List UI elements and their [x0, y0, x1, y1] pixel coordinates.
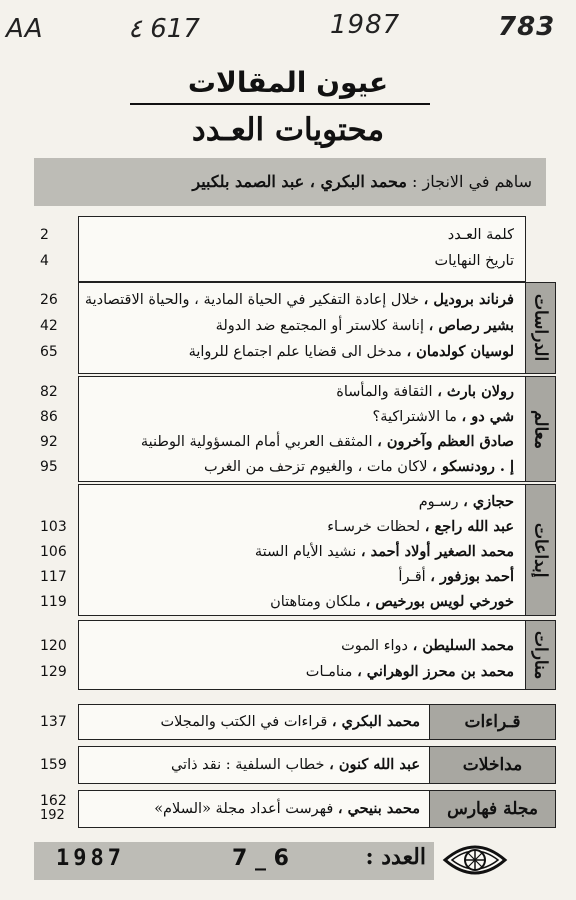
list-item — [0, 590, 576, 614]
list-item — [0, 249, 576, 273]
section-label: منارات — [530, 630, 551, 680]
page-number: 2 — [40, 227, 49, 243]
handwritten-mark: AA — [6, 14, 44, 44]
item-text — [80, 710, 420, 734]
page-number: 65 — [40, 344, 58, 360]
item-text — [74, 288, 514, 312]
page-number: 92 — [40, 434, 58, 450]
item-author: محمد الصغير أولاد أحمد ، — [360, 543, 514, 560]
item-text — [74, 340, 514, 364]
item-title: ملكان ومتاهتان — [270, 594, 361, 610]
list-item — [0, 753, 576, 777]
item-title: المثقف العربي أمام المسؤولية الوطنية — [140, 434, 373, 450]
list-item — [0, 288, 576, 312]
item-author: محمد السليطن ، — [412, 637, 514, 654]
item-title: خلال إعادة التفكير في الحياة المادية ، والحياة الاقتصادية — [84, 292, 420, 308]
masthead: عيون المقالات — [187, 66, 389, 99]
item-text — [74, 540, 514, 564]
item-text — [80, 797, 420, 821]
item-title: منامـات — [305, 664, 353, 680]
item-text — [74, 515, 514, 539]
item-text — [74, 490, 514, 514]
item-text — [80, 753, 420, 777]
item-title: لاكان مات ، والغيوم تزحف من الغرب — [203, 459, 428, 475]
list-item — [0, 540, 576, 564]
item-author: خورخي لويس بورخيص ، — [365, 593, 514, 610]
page-number: 162 — [40, 793, 67, 809]
section-tab: مجلة فهارس — [430, 790, 556, 828]
page-title: محتويات العـدد — [191, 112, 385, 148]
page-number: 42 — [40, 318, 58, 334]
handwritten-mark: 1987 — [330, 10, 401, 40]
list-item — [0, 455, 576, 479]
page-number: 82 — [40, 384, 58, 400]
item-title: فهرست أعداد مجلة «السلام» — [154, 801, 334, 817]
item-text — [74, 314, 514, 338]
issue-year: 1987 — [56, 846, 125, 871]
item-title: خطاب السلفية : نقد ذاتي — [170, 757, 325, 773]
section-label: الدراسات — [530, 294, 551, 362]
handwritten-mark: 783 — [498, 12, 556, 42]
list-item — [0, 340, 576, 364]
list-item — [0, 405, 576, 429]
page-number: 159 — [40, 757, 67, 773]
item-author: شي دو ، — [461, 408, 514, 425]
item-text — [74, 430, 514, 454]
issue-number: 7 _ 6 — [232, 846, 289, 871]
item-title: قراءات في الكتب والمجلات — [160, 714, 328, 730]
item-author: صادق العظم وآخرون ، — [377, 433, 514, 450]
item-author: فرناند بروديل ، — [423, 291, 514, 308]
list-item — [0, 223, 576, 247]
item-text — [74, 565, 514, 589]
list-item — [0, 430, 576, 454]
item-author: إ . رودنسكو ، — [432, 458, 514, 475]
page-number: 117 — [40, 569, 67, 585]
page-number: 106 — [40, 544, 67, 560]
contributors-bar — [34, 158, 546, 206]
list-item — [0, 380, 576, 404]
list-item — [0, 634, 576, 658]
item-author: محمد بن محرز الوهراني ، — [357, 663, 514, 680]
item-text: تاريخ النهايات — [434, 253, 514, 269]
section-tab: مداخلات — [430, 746, 556, 784]
item-text: كلمة العـدد — [447, 227, 514, 243]
issue-label: العدد : — [365, 844, 426, 870]
page-number: 86 — [40, 409, 58, 425]
item-author: أحمد بوزفور ، — [430, 568, 514, 585]
item-title: نشيد الأيام الستة — [254, 544, 357, 560]
item-title: مدخل الى قضايا علم اجتماع للرواية — [188, 344, 402, 360]
list-item — [0, 314, 576, 338]
item-title: أقـرأ — [398, 569, 426, 585]
page-number: 26 — [40, 292, 58, 308]
section-label: إبداعات — [530, 522, 551, 578]
list-item — [0, 490, 576, 514]
contributors-names: محمد البكري ، عبد الصمد بلكبير — [192, 172, 407, 191]
contributors-label: ساهم في الانجاز : — [412, 172, 532, 191]
section-label: معالم — [530, 409, 551, 449]
page-number: 129 — [40, 664, 67, 680]
item-text — [74, 634, 514, 658]
item-text — [74, 590, 514, 614]
list-item — [0, 515, 576, 539]
item-title: رسـوم — [418, 494, 459, 510]
item-author: رولان بارث ، — [437, 383, 514, 400]
page-number-end: 192 — [40, 808, 65, 823]
item-title: الثقافة والمأساة — [336, 384, 433, 400]
item-author: عبد الله راجع ، — [424, 518, 514, 535]
item-title: ما الاشتراكية؟ — [372, 409, 457, 425]
page-number: 120 — [40, 638, 67, 654]
item-title: إناسة كلاستر أو المجتمع ضد الدولة — [215, 318, 424, 334]
page-number: 119 — [40, 594, 67, 610]
section-tab: قـراءات — [430, 704, 556, 740]
page-number: 4 — [40, 253, 49, 269]
list-item — [0, 565, 576, 589]
item-author: بشير رصاص ، — [428, 317, 514, 334]
item-title: لحظات خرسـاء — [327, 519, 421, 535]
item-text — [74, 455, 514, 479]
item-text — [74, 660, 514, 684]
item-title: دواء الموت — [341, 638, 408, 654]
item-author: محمد البكري ، — [331, 713, 420, 730]
item-text — [74, 380, 514, 404]
item-author: حجازي ، — [463, 493, 514, 510]
item-author: لوسيان كولدمان ، — [406, 343, 514, 360]
page-number: 137 — [40, 714, 67, 730]
eye-logo-icon — [442, 838, 508, 882]
handwritten-mark: 617 ٤ — [128, 14, 200, 44]
item-text — [74, 405, 514, 429]
list-item — [0, 792, 576, 828]
masthead-rule — [130, 103, 430, 105]
list-item — [0, 710, 576, 734]
page-number: 95 — [40, 459, 58, 475]
item-author: محمد بنيحي ، — [337, 800, 420, 817]
page-number: 103 — [40, 519, 67, 535]
item-author: عبد الله كنون ، — [329, 756, 420, 773]
list-item — [0, 660, 576, 684]
